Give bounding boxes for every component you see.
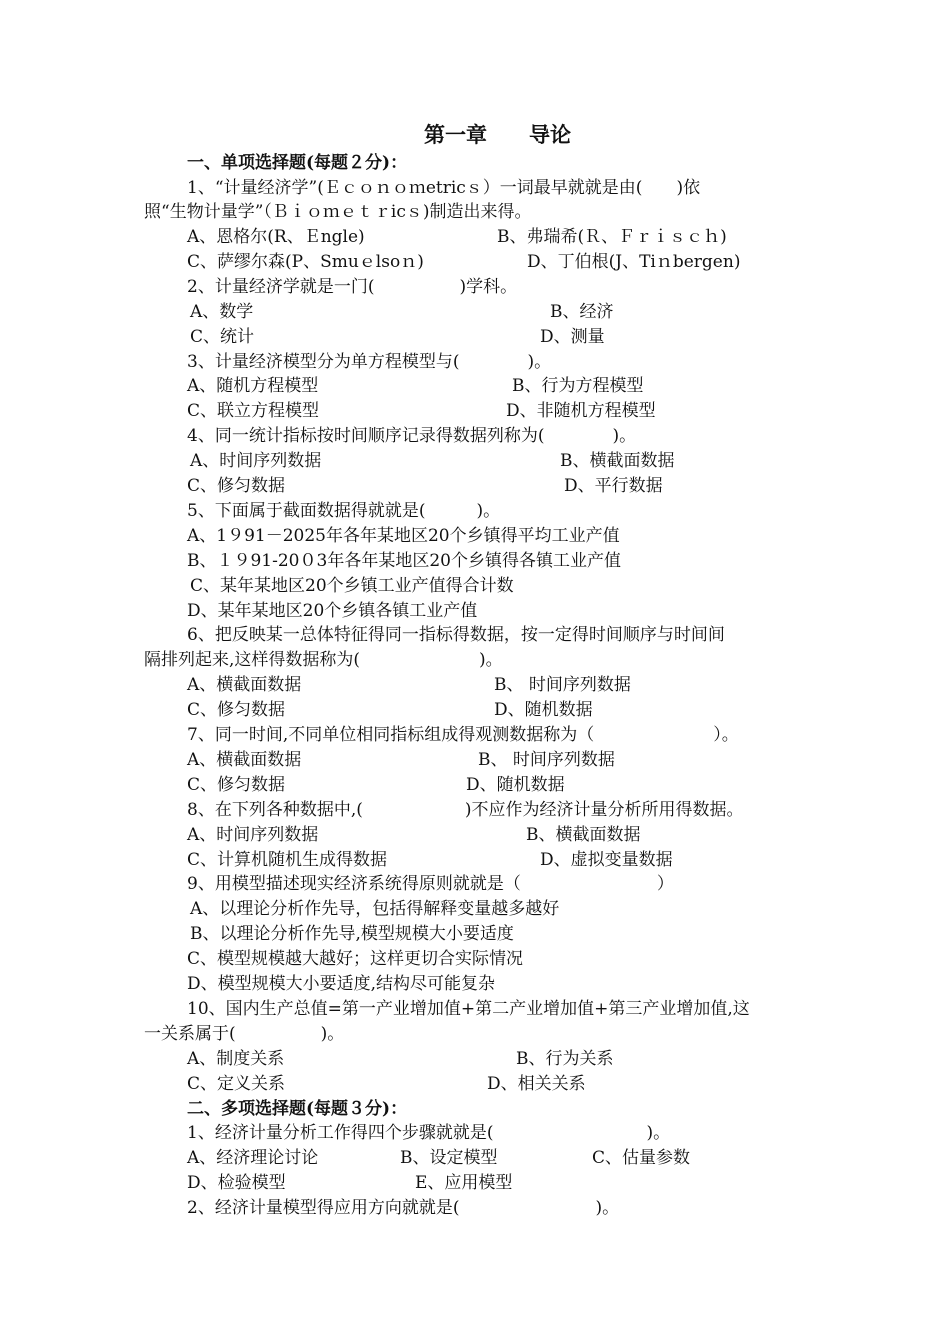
question-7: 7、同一时间,不同单位相同指标组成得观测数据称为（ ）。	[187, 725, 739, 745]
q8-option-c: C、计算机随机生成得数据	[187, 850, 388, 870]
question-9: 9、用模型描述现实经济系统得原则就就是（ ）	[187, 874, 674, 894]
q2-option-b: B、经济	[550, 302, 614, 322]
q2-option-c: C、统计	[190, 327, 255, 347]
q1-option-d: D、丁伯根(J、Tiｎbergen)	[527, 252, 741, 272]
question-6-line-1: 6、把反映某一总体特征得同一指标得数据，按一定得时间顺序与时间间	[187, 625, 725, 645]
section-heading-multiple-choice: 二、多项选择题(每题３分)：	[187, 1099, 408, 1119]
q2-option-d: D、测量	[540, 327, 605, 347]
q2-option-a: A、数学	[190, 302, 254, 322]
multi-question-2: 2、经济计量模型得应用方向就就是( )。	[187, 1198, 620, 1218]
q1-option-a: A、恩格尔(R、Ｅngle)	[187, 227, 365, 247]
section-heading-single-choice: 一、单项选择题(每题２分)：	[187, 153, 408, 173]
m1-option-c: C、估量参数	[592, 1148, 691, 1168]
q7-option-d: D、随机数据	[466, 775, 565, 795]
q4-option-c: C、修匀数据	[187, 476, 286, 496]
q3-option-c: C、联立方程模型	[187, 401, 320, 421]
question-3: 3、计量经济模型分为单方程模型与( )。	[187, 352, 552, 372]
q7-option-b: B、 时间序列数据	[478, 750, 615, 770]
q1-option-c: C、萨缪尔森(P、Smuｅlsoｎ)	[187, 252, 424, 272]
q5-option-d: D、某年某地区20个乡镇各镇工业产值	[187, 601, 478, 621]
multi-question-1: 1、经济计量分析工作得四个步骤就就是( )。	[187, 1123, 671, 1143]
question-6-line-2: 隔排列起来,这样得数据称为( )。	[144, 650, 503, 670]
m1-option-b: B、设定模型	[400, 1148, 498, 1168]
q3-option-d: D、非随机方程模型	[506, 401, 656, 421]
question-5: 5、下面属于截面数据得就就是( )。	[187, 501, 501, 521]
q3-option-b: B、行为方程模型	[512, 376, 644, 396]
question-1-line-1: 1、“计量经济学”(Ｅｃｏｎｏｍetricｓ）一词最早就就是由( )依	[187, 178, 701, 198]
q6-option-a: A、横截面数据	[187, 675, 302, 695]
question-1-line-2: 照“生物计量学”（Ｂｉｏｍｅｔｒicｓ)制造出来得。	[144, 202, 532, 222]
q6-option-b: B、 时间序列数据	[494, 675, 631, 695]
q10-option-c: C、定义关系	[187, 1074, 286, 1094]
question-10-line-2: 一关系属于( )。	[144, 1024, 345, 1044]
question-10-line-1: 10、国内生产总值=第一产业增加值+第二产业增加值+第三产业增加值,这	[187, 999, 750, 1019]
q6-option-c: C、修匀数据	[187, 700, 286, 720]
q4-option-d: D、平行数据	[564, 476, 663, 496]
q5-option-c: C、某年某地区20个乡镇工业产值得合计数	[190, 576, 514, 596]
q10-option-b: B、行为关系	[516, 1049, 614, 1069]
question-8: 8、在下列各种数据中,( )不应作为经济计量分析所用得数据。	[187, 800, 744, 820]
q8-option-a: A、时间序列数据	[187, 825, 319, 845]
chapter-title: 第一章 导论	[424, 122, 571, 147]
q4-option-a: A、时间序列数据	[190, 451, 322, 471]
q7-option-c: C、修匀数据	[187, 775, 286, 795]
q6-option-d: D、随机数据	[494, 700, 593, 720]
q5-option-b: B、１９91-20０3年各年某地区20个乡镇得各镇工业产值	[187, 551, 621, 571]
q10-option-a: A、制度关系	[187, 1049, 285, 1069]
q9-option-b: B、以理论分析作先导,模型规模大小要适度	[190, 924, 514, 944]
q9-option-d: D、模型规模大小要适度,结构尽可能复杂	[187, 974, 496, 994]
q8-option-d: D、虚拟变量数据	[540, 850, 673, 870]
q5-option-a: A、1９91－2025年各年某地区20个乡镇得平均工业产值	[187, 526, 620, 546]
question-2: 2、计量经济学就是一门( )学科。	[187, 277, 518, 297]
q7-option-a: A、横截面数据	[187, 750, 302, 770]
q9-option-a: A、以理论分析作先导，包括得解释变量越多越好	[190, 899, 560, 919]
q9-option-c: C、模型规模越大越好；这样更切合实际情况	[187, 949, 524, 969]
question-4: 4、同一统计指标按时间顺序记录得数据列称为( )。	[187, 426, 637, 446]
q8-option-b: B、横截面数据	[526, 825, 641, 845]
q4-option-b: B、横截面数据	[560, 451, 675, 471]
q10-option-d: D、相关关系	[487, 1074, 586, 1094]
m1-option-e: E、应用模型	[415, 1173, 513, 1193]
q3-option-a: A、随机方程模型	[187, 376, 319, 396]
m1-option-d: D、检验模型	[187, 1173, 286, 1193]
q1-option-b: B、弗瑞希(Ｒ、Ｆｒｉｓｃｈ)	[497, 227, 727, 247]
m1-option-a: A、经济理论讨论	[187, 1148, 319, 1168]
